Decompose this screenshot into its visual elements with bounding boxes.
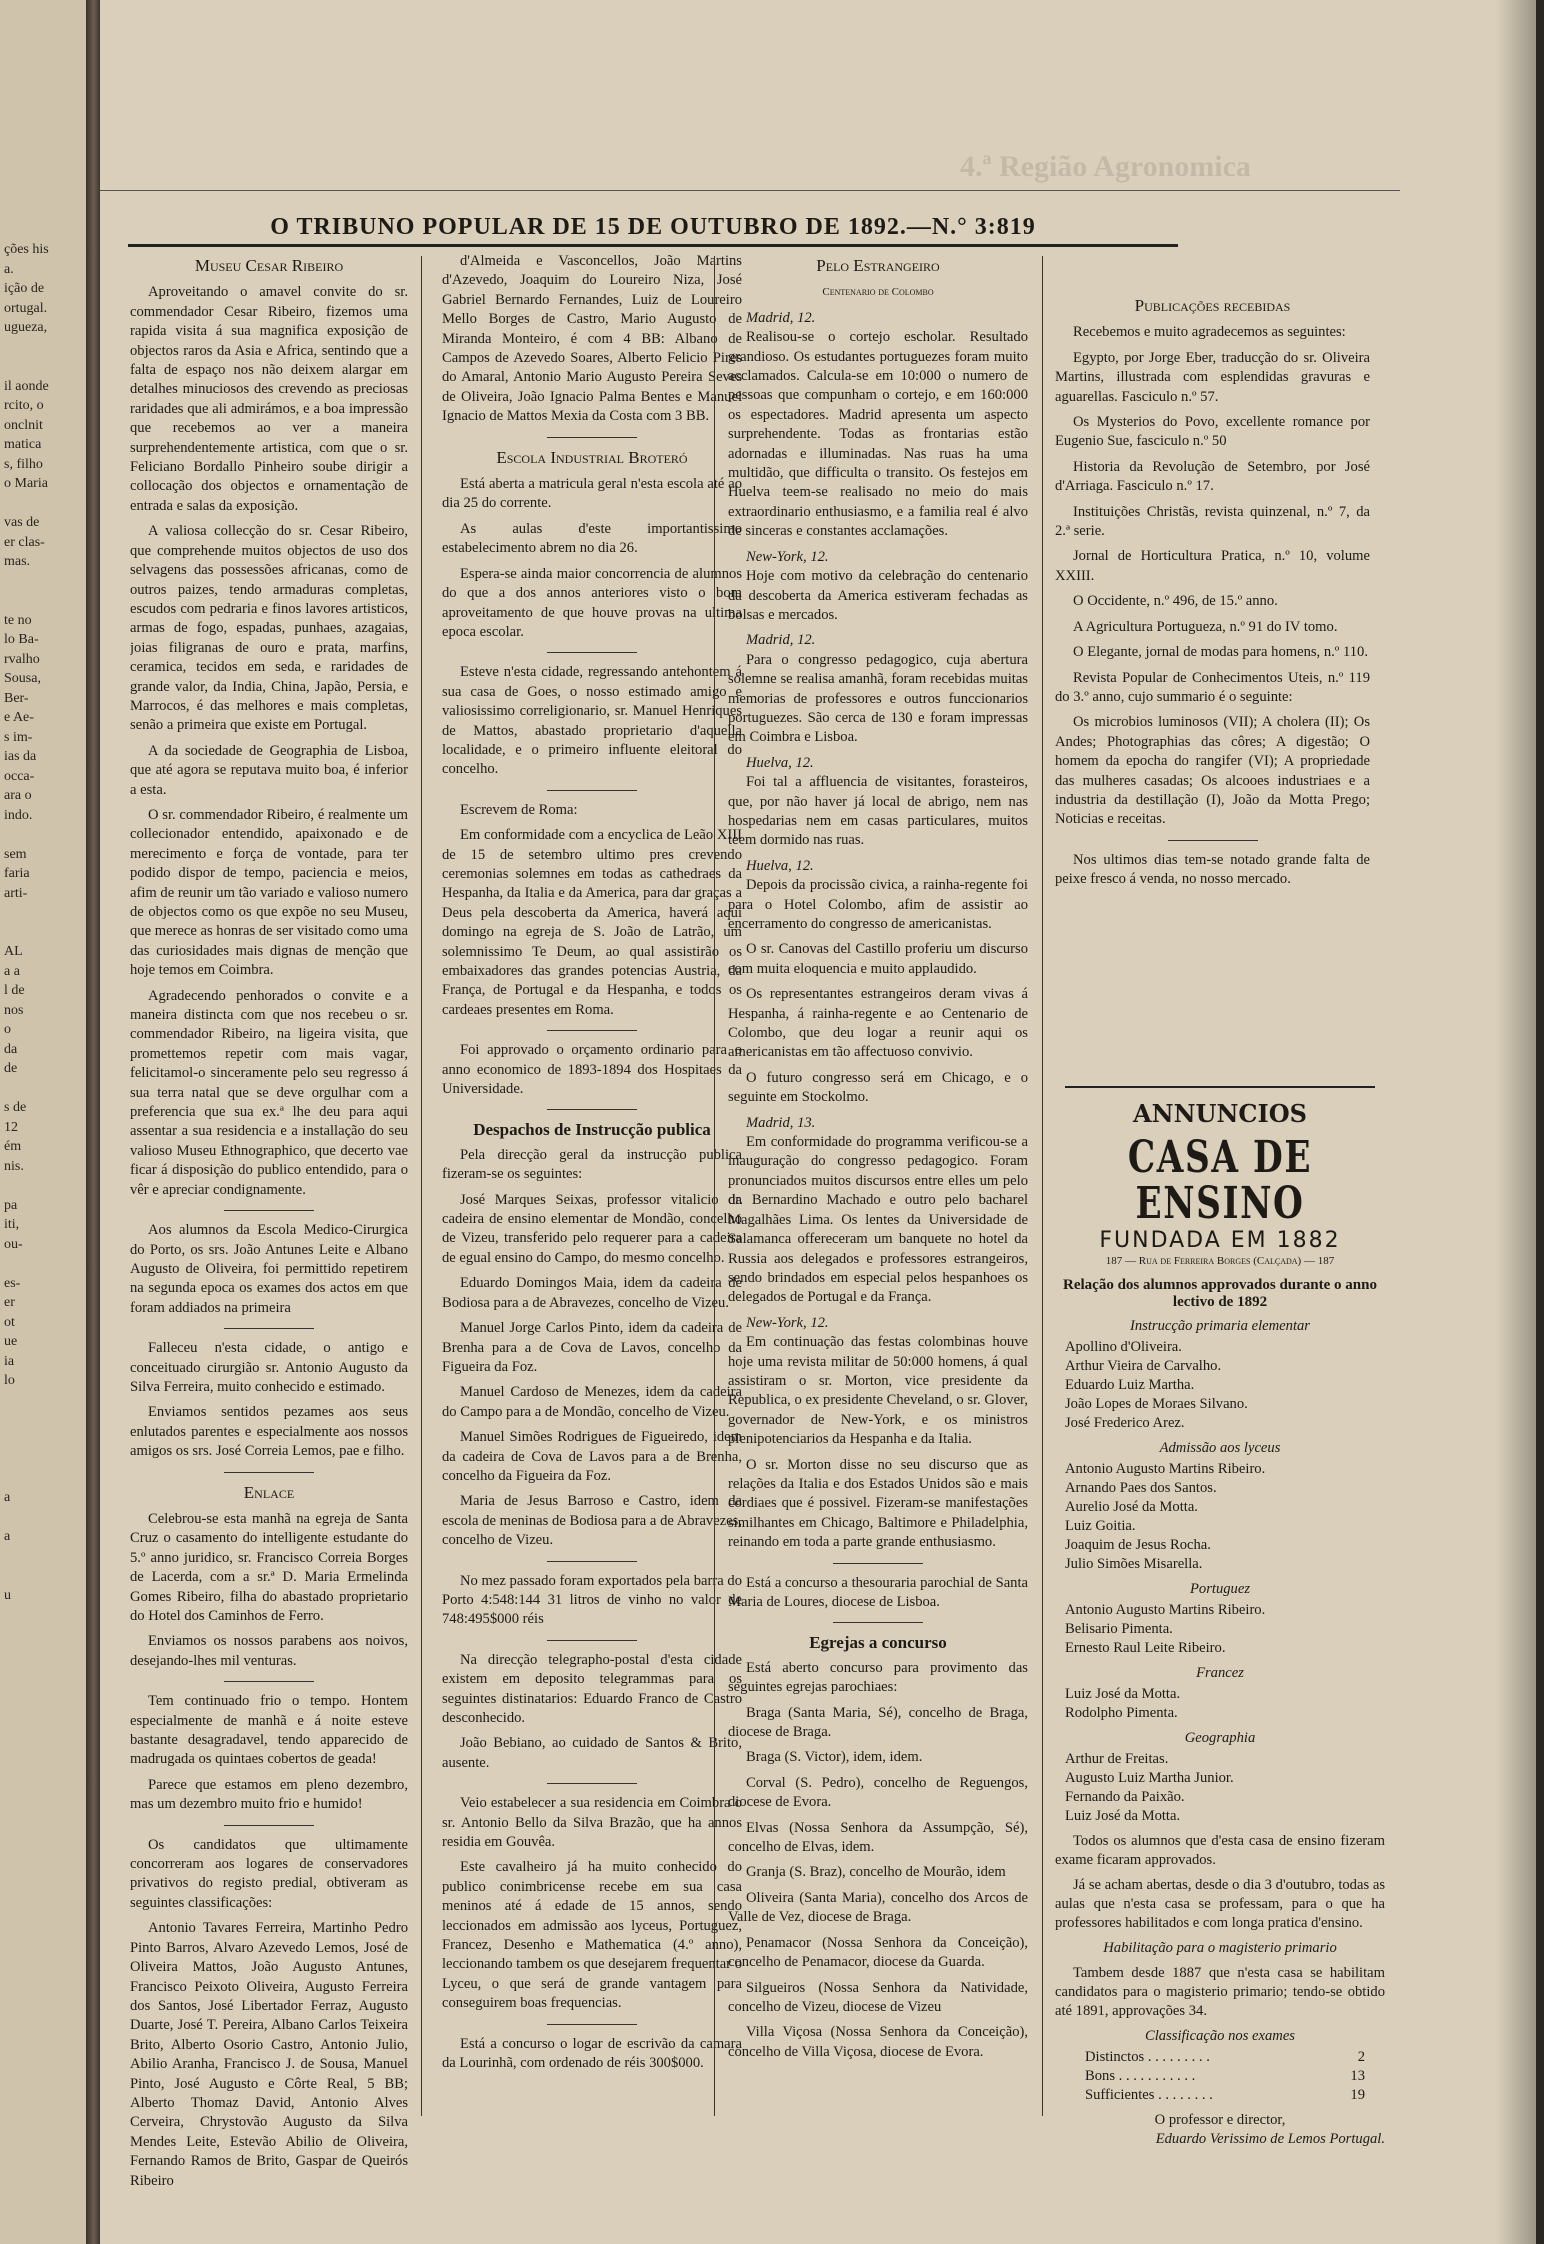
paragraph: Os candidatos que ultimamente concorreram aos logares de conservadores privativos do registo predial, obtiveram as seguintes classificações: <box>130 1836 408 1911</box>
previous-page-line: ortugal. <box>4 300 48 316</box>
previous-page-line <box>4 1566 84 1586</box>
previous-page-line: er <box>4 1295 15 1310</box>
paragraph: d'Almeida e Vasconcellos, João Martins d'Azevedo, Joaquim do Loureiro Niza, José Gabriel Bernardo Fernandes, Luiz de Loureiro Mello Borges de Castro, Mario Augusto de Miranda Monteiro, é com 4 BB: Albano de Campos de Azevedo Soares, Alberto Felicio Pires do Amaral, Antonio Mario Augusto Pereira Seves de Oliveira, João Ignacio Palma Bentes e Manuel Ignacio de Mattos Mexia da Costa com 3 BB. <box>442 253 742 425</box>
article-separator <box>224 1210 314 1211</box>
previous-page-line: matica <box>4 437 42 452</box>
ad-paragraph: Tambem desde 1887 que n'esta casa se habilitam candidatos para o magisterio primario; tendo-se obtido até 1891, approvações 34. <box>1055 1965 1385 2019</box>
previous-page-line: s im- <box>4 729 33 745</box>
previous-page-line <box>4 1449 84 1469</box>
grade-value: 2 <box>1357 2049 1365 2065</box>
section-heading: Despachos de Instrucção publica <box>473 1120 711 1140</box>
student-name: João Lopes de Moraes Silvano. <box>1065 1396 1248 1412</box>
previous-page-text <box>4 240 84 1605</box>
paragraph: Está a concurso o logar de escrivão da camara da Lourinhã, com ordenado de réis 300$000. <box>442 2035 742 2072</box>
paragraph: João Bebiano, ao cuidado de Santos & Brito, ausente. <box>442 1735 742 1771</box>
paragraph: Instituições Christãs, revista quinzenal, n.º 7, da 2.ª serie. <box>1055 503 1370 540</box>
paragraph: Os microbios luminosos (VII); A cholera (II); Os Andes; Photographias das côres; A digestão; O homem da epocha do rangifer (VI); A propriedade das mulheres casadas; Os alcooes industriaes e a industria da destillação (I), João da Motta Prego; Noticias e receitas. <box>1055 714 1370 828</box>
paragraph: Villa Viçosa (Nossa Senhora da Conceição), concelho de Villa Viçosa, diocese de Evora. <box>728 2024 1028 2060</box>
previous-page-line: e Ae- <box>4 710 34 725</box>
paragraph: O sr. commendador Ribeiro, é realmente um collecionador entendido, apaixonado e de merecimento e força de vontade, para ter podido dispor de tempo, paciencia e meios, afim de reunir um tão variado e valioso numero de objectos como os que expõe no seu Museu, que merece as honras de ser visitado como uma das curiosidades mais dignas de menção que hoje temos em Coimbra. <box>130 806 408 979</box>
grade-row <box>1055 2048 1385 2067</box>
paragraph: Celebrou-se esta manhã na egreja de Santa Cruz o casamento do intelligente estudante do 5.º anno juridico, sr. Francisco Correia Borges de Lacerda, com a sr.ª D. Maria Ermelinda Gomes Ribeiro, filha do abastado proprietario do Hotel dos Caminhos de Ferro. <box>130 1510 408 1624</box>
paragraph: A Agricultura Portugueza, n.º 91 do IV tomo. <box>1073 618 1338 635</box>
grades-list <box>1055 2048 1385 2105</box>
ad-paragraph: Já se acham abertas, desde o dia 3 d'outubro, todas as aulas que n'esta casa se professam, para o que ha professores habilitados e com longa pratica d'ensino. <box>1055 1877 1385 1931</box>
paragraph: Esteve n'esta cidade, regressando antehontem á sua casa de Goes, o nosso estimado amigo e valiosissimo correligionario, sr. Manuel Henriques de Mattos, abastado proprietario d'aquella localidade, e o primeiro influente eleitoral do concelho. <box>442 664 742 778</box>
grade-label: Distinctos . . . . . . . . . <box>1085 2049 1210 2065</box>
ad-founded: FUNDADA EM 1882 <box>1099 1228 1341 1253</box>
student-name: Joaquim de Jesus Rocha. <box>1065 1537 1211 1553</box>
paragraph: Braga (Santa Maria, Sé), concelho de Braga, diocese de Braga. <box>728 1704 1028 1741</box>
section-heading: Escola Industrial Broteró <box>496 447 688 467</box>
article-separator <box>547 2024 637 2025</box>
previous-page-line: AL <box>4 944 23 959</box>
previous-page-line: s, filho <box>4 456 43 472</box>
ads-title: ANNUNCIOS <box>1133 1099 1307 1128</box>
previous-page-line: o <box>4 1022 11 1037</box>
previous-page-line: iti, <box>4 1217 20 1232</box>
student-name: Luiz Goitia. <box>1065 1518 1136 1534</box>
previous-page-line: arti- <box>4 885 28 901</box>
paragraph: O sr. Canovas del Castillo proferiu um discurso com muita eloquencia e muito applaudido. <box>728 941 1028 977</box>
paragraph: Este cavalheiro já ha muito conhecido do publico conimbricense recebe em sua casa meninos até á edade de 15 annos, sendo leccionados em admissão aos lyceus, Portuguez, Francez, Desenho e Mathematica (4.º anno), leccionando tambem os que desejarem frequentar o Lyceu, o que será de grande vantagem para conseguirem boas frequencias. <box>442 1859 742 2012</box>
paragraph: Manuel Jorge Carlos Pinto, idem da cadeira de Brenha para a de Cova de Lavos, concelho da Figueira da Foz. <box>442 1320 742 1375</box>
student-name: Fernando da Paixão. <box>1065 1789 1185 1805</box>
previous-page-line: lo <box>4 1373 15 1388</box>
paragraph: Enviamos sentidos pezames aos seus enlutados parentes e especialmente aos nossos amigos os srs. José Correia Lemos, pae e filho. <box>130 1404 408 1460</box>
name-list <box>1055 1685 1385 1723</box>
ad-paragraph: Todos os alumnos que d'esta casa de ensino fizeram exame ficaram approvados. <box>1055 1833 1385 1868</box>
article-separator <box>547 1030 637 1031</box>
paragraph: No mez passado foram exportados pela barra do Porto 4:548:144 31 litros de vinho no valor de 748:495$000 réis <box>442 1572 742 1628</box>
paragraph: Os Mysterios do Povo, excellente romance por Eugenio Sue, fasciculo n.º 50 <box>1055 414 1370 450</box>
previous-page-line: o Maria <box>4 476 48 491</box>
paragraph: A da sociedade de Geographia de Lisboa, que até agora se reputava muito boa, é inferior a esta. <box>130 742 408 798</box>
previous-page-line: te no <box>4 612 32 628</box>
paragraph: Está aberta a matricula geral n'esta escola até ao dia 25 do corrente. <box>442 476 742 512</box>
student-name: José Frederico Arez. <box>1065 1415 1185 1431</box>
paragraph: Aproveitando o amavel convite do sr. commendador Cesar Ribeiro, fizemos uma rapida visita á sua magnifica exposição de objectos raros da Asia e Africa, sentindo que a falta de espaço nos não deixem alargar em detalhes minuciosos des crevendo as preciosas raridades que ali admirámos, e a boa impressão que recebemos ao ver a maneira surprehendentemente artistica, com que o sr. Feliciano Bordallo Pinheiro soube dirigir a collocação dos objectos e ornamentação de entrada e salas da exposição. <box>130 284 408 514</box>
previous-page-edge <box>0 0 92 2244</box>
previous-page-line: ugueza, <box>4 320 48 335</box>
category-label: Classificação nos exames <box>1145 2028 1295 2044</box>
previous-page-line <box>4 1391 84 1411</box>
paragraph: Espera-se ainda maior concorrencia de alumnos do que a dos annos anteriores visto o bom aproveitamento de que houve provas na ultima epoca escolar. <box>442 565 742 640</box>
previous-page-line: da <box>4 1041 18 1057</box>
paragraph: Antonio Tavares Ferreira, Martinho Pedro Pinto Barros, Alvaro Azevedo Lemos, José de Oliveira Mattos, João Augusto Antunes, Francisco Peixoto Oliveira, Augusto Ferreira dos Santos, José Libertador Ferraz, Augusto Duarte, José T. Pereira, Albano Carlos Teixeira Brito, Alberto Osorio Castro, Antonio Julio, Abilio Aranha, Francisco J. de Sousa, Manuel Pinto, José Augusto e Côrte Real, 5 BB; Alberto Thomaz David, Antonio Alves Cerveira, Chrystovão Augusto da Silva Mendes Leite, Estevão Abilio de Oliveira, Fernando Ramos de Brito, Gaspar de Queirós Ribeiro <box>130 1920 408 2189</box>
previous-page-line: a a <box>4 963 20 979</box>
previous-page-line <box>4 1508 84 1528</box>
student-name: Rodolpho Pimenta. <box>1065 1705 1178 1721</box>
category-label: Instrucção primaria elementar <box>1130 1318 1310 1334</box>
previous-page-line: ia <box>4 1353 15 1369</box>
ad-signature: Eduardo Verissimo de Lemos Portugal. <box>1155 2131 1385 2147</box>
previous-page-line <box>4 923 84 943</box>
section-heading: Enlace <box>243 1482 295 1502</box>
newspaper-page <box>100 0 1536 2244</box>
category-label: Habilitação para o magisterio primario <box>1103 1940 1337 1956</box>
paragraph: Aos alumnos da Escola Medico-Cirurgica do Porto, os srs. João Antunes Leite e Albano Augusto de Oliveira, foi permittido repetirem na segunda epoca os exames dos actos em que foram addiados na primeira <box>130 1222 408 1316</box>
name-list <box>1055 1338 1385 1433</box>
student-name: Apollino d'Oliveira. <box>1065 1339 1182 1355</box>
paragraph: Está a concurso a thesouraria parochial de Santa Maria de Loures, diocese de Lisboa. <box>728 1574 1028 1610</box>
paragraph: O Occidente, n.º 496, de 15.º anno. <box>1073 593 1278 610</box>
student-name: Luiz José da Motta. <box>1065 1686 1181 1702</box>
student-name: Aurelio José da Motta. <box>1065 1499 1198 1515</box>
previous-page-line: faria <box>4 866 30 881</box>
article-separator <box>547 1561 637 1562</box>
ad-closing: O professor e director, <box>1154 2112 1286 2128</box>
previous-page-line: ias da <box>4 749 37 764</box>
previous-page-line <box>4 1254 84 1274</box>
masthead-rule <box>128 244 1178 247</box>
section-heading: Museu Cesar Ribeiro <box>194 256 344 275</box>
previous-page-line: ue <box>4 1334 18 1349</box>
previous-page-line: pa <box>4 1197 18 1213</box>
paragraph: Braga (S. Victor), idem, idem. <box>746 1749 923 1766</box>
paragraph: Corval (S. Pedro), concelho de Reguengos, diocese de Evora. <box>728 1774 1028 1811</box>
paragraph: Revista Popular de Conhecimentos Uteis, n.º 119 do 3.º anno, cujo summario é o seguinte: <box>1055 669 1370 705</box>
paragraph: Foi tal a affluencia de visitantes, forasteiros, que, por não haver já local de abrigo, nem nas hospedarias nem em casas particulares, muitos teem dormido nas ruas. <box>728 774 1028 849</box>
previous-page-line: rcito, o <box>4 398 44 413</box>
previous-page-line: rvalho <box>4 651 40 667</box>
paragraph: Nos ultimos dias tem-se notado grande falta de peixe fresco á venda, no nosso mercado. <box>1055 851 1370 888</box>
student-name: Julio Simões Misarella. <box>1065 1556 1203 1572</box>
previous-page-line <box>4 572 84 592</box>
section-subheading: Centenario de Colombo <box>822 286 934 299</box>
column-divider <box>714 256 715 2116</box>
article-separator <box>547 437 637 438</box>
name-list <box>1055 1460 1385 1574</box>
article-separator <box>224 1328 314 1329</box>
paragraph: Enviamos os nossos parabens aos noivos, desejando-lhes mil venturas. <box>130 1633 408 1669</box>
paragraph: Manuel Simões Rodrigues de Figueiredo, idem da cadeira de Cova de Lavos para a de Brenha, concelho da Figueira da Foz. <box>442 1429 742 1484</box>
paragraph: Oliveira (Santa Maria), concelho dos Arcos de Valle de Vez, diocese de Braga. <box>728 1889 1028 1926</box>
previous-page-line: occa- <box>4 768 35 784</box>
paragraph: Eduardo Domingos Maia, idem da cadeira de Bodiosa para a de Abravezes, concelho de Vizeu. <box>442 1275 742 1311</box>
article-separator <box>547 1109 637 1110</box>
paragraph: José Marques Seixas, professor vitalicio da cadeira de ensino elementar de Mondão, concelho de Vizeu, transferido pelo requerer para a cadeira de egual ensino do Campo, do mesmo concelho. <box>442 1191 742 1266</box>
column-2 <box>442 252 742 2080</box>
bleed-through-text: 4.ª Região Agronomica <box>960 150 1251 183</box>
previous-page-line <box>4 1079 84 1099</box>
previous-page-line <box>4 1430 84 1450</box>
grade-value: 13 <box>1350 2068 1365 2084</box>
previous-page-line <box>4 825 84 845</box>
paragraph: Parece que estamos em pleno dezembro, mas um dezembro muito frio e humido! <box>130 1776 408 1813</box>
previous-page-line: ara o <box>4 788 32 803</box>
paragraph: Elvas (Nossa Senhora da Assumpção, Sé), concelho de Elvas, idem. <box>728 1819 1028 1856</box>
previous-page-line: onclnit <box>4 417 43 433</box>
page-edge-shadow <box>1496 0 1536 2244</box>
paragraph: Egypto, por Jorge Eber, traducção do sr. Oliveira Martins, illustrada com esplendidas gravuras e aguarellas. Fasciculo n.º 57. <box>1055 349 1370 405</box>
ad-address: 187 — Rua de Ferreira Borges (Calçada) — 187 <box>1105 1255 1335 1267</box>
column-divider <box>421 256 422 2116</box>
previous-page-line: nis. <box>4 1158 24 1174</box>
previous-page-line <box>4 357 84 377</box>
student-name: Antonio Augusto Martins Ribeiro. <box>1065 1461 1266 1477</box>
paragraph: Granja (S. Braz), concelho de Mourão, idem <box>746 1864 1006 1881</box>
previous-page-line: ções his <box>4 242 49 257</box>
previous-page-line: il aonde <box>4 378 49 394</box>
previous-page-line: Ber- <box>4 690 29 706</box>
top-rule <box>100 190 1400 191</box>
previous-page-line <box>4 1410 84 1430</box>
paragraph: Penamacor (Nossa Senhora da Conceição), concelho de Penamacor, diocese da Guarda. <box>728 1934 1028 1971</box>
previous-page-line: indo. <box>4 807 33 823</box>
student-name: Belisario Pimenta. <box>1065 1621 1173 1637</box>
ad-headline: CASA DE ENSINO <box>1127 1132 1313 1229</box>
previous-page-line <box>4 1469 84 1489</box>
column-4 <box>1055 292 1370 896</box>
previous-page-line: a <box>4 1529 11 1544</box>
previous-page-line <box>4 591 84 611</box>
previous-page-line: sem <box>4 846 27 862</box>
student-name: Eduardo Luiz Martha. <box>1065 1377 1195 1393</box>
section-heading: Pelo Estrangeiro <box>816 256 940 275</box>
student-name: Arthur Vieira de Carvalho. <box>1065 1358 1222 1374</box>
grade-label: Bons . . . . . . . . . . . <box>1085 2068 1196 2084</box>
student-name: Augusto Luiz Martha Junior. <box>1065 1770 1234 1786</box>
previous-page-line: de <box>4 1061 18 1076</box>
section-heading: Publicações recebidas <box>1134 296 1291 315</box>
previous-page-line: ém <box>4 1139 22 1154</box>
previous-page-line: 12 <box>4 1119 18 1135</box>
category-label: Francez <box>1196 1665 1244 1681</box>
paragraph: As aulas d'este importantissimo estabelecimento abrem no dia 26. <box>442 520 742 557</box>
paragraph: Para o congresso pedagogico, cuja abertura solemne se realisa amanhã, foram recebidas muitas memorias de professores e outros funccionarios portuguezes. São cerca de 130 e foram impressas em Coimbra e Lisboa. <box>728 651 1028 746</box>
paragraph: Veio estabelecer a sua residencia em Coimbra o sr. Antonio Bello da Silva Brazão, que ha annos residia em Gouvêa. <box>442 1795 742 1851</box>
paragraph: Silgueiros (Nossa Senhora da Natividade, concelho de Vizeu, diocese de Vizeu <box>728 1979 1028 2015</box>
student-name: Ernesto Raul Leite Ribeiro. <box>1065 1640 1226 1656</box>
grade-value: 19 <box>1350 2087 1365 2103</box>
previous-page-line: l de <box>4 983 25 998</box>
masthead: O TRIBUNO POPULAR DE 15 DE OUTUBRO DE 1892.—N.° 3:819 <box>270 214 1036 240</box>
article-separator <box>547 652 637 653</box>
advertisements <box>1055 1086 1385 2149</box>
previous-page-line: a. <box>4 261 14 277</box>
article-separator <box>833 1622 923 1623</box>
paragraph: O sr. Morton disse no seu discurso que as relações da Italia e dos Estados Unidos são e mais cordiaes que é possivel. Fizeram-se manifestações similhantes em Chicago, Baltimore e Philadelphia, reinando em toda a parte grande enthusiasmo. <box>728 1456 1028 1551</box>
dateline: Madrid, 12. <box>746 309 816 326</box>
dateline: New-York, 12. <box>746 548 829 565</box>
paragraph: Falleceu n'esta cidade, o antigo e conceituado cirurgião sr. Antonio Augusto da Silva Ferreira, muito conhecido e estimado. <box>130 1340 408 1395</box>
category-label: Portuguez <box>1190 1581 1250 1597</box>
student-name: Luiz José da Motta. <box>1065 1808 1181 1824</box>
article-separator <box>547 1640 637 1641</box>
paragraph: Na direcção telegrapho-postal d'esta cidade existem em deposito telegrammas para os seguintes distinatarios: Eduardo Franco de Castro desconhecido. <box>442 1651 742 1726</box>
grade-row <box>1055 2086 1385 2105</box>
dateline: Huelva, 12. <box>746 857 814 874</box>
previous-page-line: ição de <box>4 281 45 296</box>
paragraph: Está aberto concurso para provimento das seguintes egrejas parochiaes: <box>728 1659 1028 1696</box>
previous-page-line: er clas- <box>4 534 45 550</box>
previous-page-line: a <box>4 1490 11 1505</box>
dateline: Madrid, 13. <box>746 1114 816 1131</box>
paragraph: Tem continuado frio o tempo. Hontem especialmente de manhã e á noite esteve bastante desagradavel, tendo apparecido de madrugada os quintaes cobertos de geada! <box>130 1693 408 1768</box>
ads-rule <box>1065 1086 1375 1088</box>
paragraph: Foi approvado o orçamento ordinario para o anno economico de 1893-1894 dos Hospitaes da Universidade. <box>442 1042 742 1098</box>
name-list <box>1055 1601 1385 1658</box>
column-1 <box>130 252 408 2197</box>
previous-page-line: nos <box>4 1002 24 1018</box>
category-label: Geographia <box>1184 1730 1256 1746</box>
category-label: Admissão aos lyceus <box>1159 1440 1281 1456</box>
previous-page-line <box>4 338 84 358</box>
column-divider <box>1042 256 1043 2116</box>
column-3 <box>728 252 1028 2068</box>
paragraph: Em continuação das festas colombinas houve hoje uma revista militar de 50:000 homens, á qual assistiram o sr. Morton, vice presidente da Republica, o ex presidente Cheveland, o sr. Glover, governador de New-York, e os ministros plenipotenciarios da Hespanha e da Italia. <box>728 1334 1028 1448</box>
article-separator <box>1168 840 1258 841</box>
article-separator <box>547 1783 637 1784</box>
article-separator <box>224 1825 314 1826</box>
section-heading: Egrejas a concurso <box>809 1633 947 1653</box>
student-name: Arnando Paes dos Santos. <box>1065 1480 1217 1496</box>
previous-page-line <box>4 494 84 514</box>
paragraph: Depois da procissão civica, a rainha-regente foi para o Hotel Colombo, afim de assistir ao encerramento do congresso de americanistas. <box>728 877 1028 932</box>
article-separator <box>547 790 637 791</box>
previous-page-line: ou- <box>4 1236 23 1252</box>
paragraph: Manuel Cardoso de Menezes, idem da cadeira do Campo para a de Mondão, concelho de Vizeu. <box>442 1384 742 1420</box>
paragraph: Maria de Jesus Barroso e Castro, idem da escola de meninas de Bodiosa para a de Abravezes, concelho de Vizeu. <box>442 1493 742 1549</box>
article-separator <box>224 1681 314 1682</box>
paragraph: O futuro congresso será em Chicago, e o seguinte em Stockolmo. <box>728 1069 1028 1106</box>
article-separator <box>833 1563 923 1564</box>
previous-page-line: es- <box>4 1275 21 1291</box>
previous-page-line: lo Ba- <box>4 632 39 647</box>
previous-page-line: u <box>4 1587 11 1603</box>
name-list <box>1055 1750 1385 1826</box>
paragraph: O Elegante, jornal de modas para homens, n.º 110. <box>1073 644 1368 661</box>
previous-page-line: mas. <box>4 554 31 569</box>
paragraph: Em conformidade com a encyclica de Leão XIII de 15 de setembro ultimo pres crevendo ceremonias solemnes em todas as cathedraes da Hespanha, da Italia e da America, para dar graças a Deus pela descoberta da America, haverá aqui domingo na egreja de S. João de Latrão, um solemnissimo Te Deum, ao qual assistirão os embaixadores das grandes potencias Austria, da França, de Portugal e da Hespanha, e todos os cardeaes presentes em Roma. <box>442 827 742 1018</box>
ad-relation-title: Relação dos alumnos approvados durante o anno lectivo de 1892 <box>1063 1277 1377 1310</box>
student-name: Antonio Augusto Martins Ribeiro. <box>1065 1602 1266 1618</box>
paragraph: Os representantes estrangeiros deram vivas á Hespanha, á rainha-regente e ao Centenario de Colombo, que deu logar a reunir aqui os americanistas em tão affectuoso convivio. <box>728 986 1028 1061</box>
previous-page-line <box>4 903 84 923</box>
previous-page-line <box>4 1176 84 1196</box>
dateline: Huelva, 12. <box>746 754 814 771</box>
grade-row <box>1055 2067 1385 2086</box>
previous-page-line: vas de <box>4 515 40 530</box>
paragraph: A valiosa collecção do sr. Cesar Ribeiro, que comprehende muitos objectos de uso dos selvagens das possessões africanas, como de outros paizes, tendo armaduras completas, escudos com pedraria e finos lavores artisticos, armas de fogo, espadas, punhaes, azagaias, joias filigranas de ouro e prata, marfins, ceramica, tecidos em seda, e raridades de grande valor, da India, China, Japão, Persia, e Marrocos, é das melhores e mais completas, senão a primeira que existe em Portugal. <box>130 523 408 734</box>
previous-page-line: Sousa, <box>4 671 41 686</box>
paragraph: Escrevem de Roma: <box>460 801 578 818</box>
previous-page-line: s de <box>4 1100 27 1115</box>
paragraph: Pela direcção geral da instrucção publica fizeram-se os seguintes: <box>442 1146 742 1183</box>
paragraph: Historia da Revolução de Setembro, por José d'Arriaga. Fasciculo n.º 17. <box>1055 458 1370 495</box>
dateline: New-York, 12. <box>746 1314 829 1331</box>
grade-label: Sufficientes . . . . . . . . <box>1085 2087 1213 2103</box>
dateline: Madrid, 12. <box>746 632 816 649</box>
paragraph: Em conformidade do programma verificou-se a inauguração do congresso pedagogico. Foram pronunciados muitos discursos entre elles um pelo dr. Bernardino Machado e outro pelo bacharel Magalhães Lima. Os lentes da Universidade de Salamanca offereceram um banquete no hotel da Russia aos delegados e professores estrangeiros, sendo brindados em especial pelos hespanhoes os delegados de Portugal e da França. <box>728 1134 1028 1306</box>
previous-page-line <box>4 1547 84 1567</box>
paragraph: Agradecendo penhorados o convite e a maneira distincta com que nos recebeu o sr. commendador Ribeiro, na ligeira visita, que promettemos repetir com mais vagar, felicitamol-o sinceramente pelo seu regresso á sua terra natal que se deve orgulhar com a preferencia que sua ex.ª lhe deu para aqui assentar a sua residencia e a installação do seu valioso Museu Ethnographico, que decerto vae ficar á disposição do publico entendido, para o vêr e apreciar condignamente. <box>130 987 408 1198</box>
paragraph: Jornal de Horticultura Pratica, n.º 10, volume XXIII. <box>1055 548 1370 584</box>
paragraph: Recebemos e muito agradecemos as seguintes: <box>1073 324 1346 341</box>
article-separator <box>224 1472 314 1473</box>
paragraph: Realisou-se o cortejo escholar. Resultado grandioso. Os estudantes portuguezes foram muito acclamados. Calcula-se em 10:000 o numero de pessoas que compunham o cortejo, e em 160:000 os espectadores. Madrid apresenta um aspecto surprehendente. Todas as frontarias estão adornadas e illuminadas. Nas ruas ha uma multidão, que difficulta o transito. Os festejos em Huelva teem-se realisado no meio do mais extraordinario enthusiasmo, e a familia real é alvo de sinceras e constantes acclamações. <box>728 329 1028 540</box>
previous-page-line: ot <box>4 1314 15 1330</box>
student-name: Arthur de Freitas. <box>1065 1751 1169 1767</box>
paragraph: Hoje com motivo da celebração do centenario da descoberta da America estiveram fechadas as bolsas e mercados. <box>728 568 1028 623</box>
